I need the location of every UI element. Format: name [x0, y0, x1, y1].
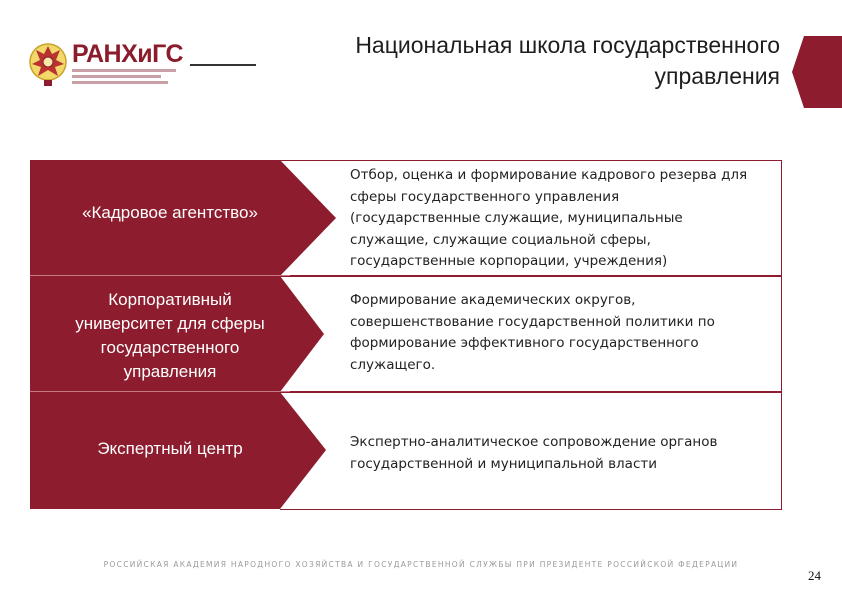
logo-subtitle-lines [72, 69, 176, 87]
row-label-2-line: Корпоративный [108, 290, 232, 309]
row-label-3: Экспертный центр [97, 439, 243, 458]
footer-text: РОССИЙСКАЯ АКАДЕМИЯ НАРОДНОГО ХОЗЯЙСТВА И ГОСУДАРСТВЕННОЙ СЛУЖБЫ ПРИ ПРЕЗИДЕНТЕ РОССИЙСКОЙ ФЕДЕРАЦИИ [103, 560, 739, 569]
description-line: служащего. [350, 356, 436, 373]
description-line: (государственные служащие, муниципальные [350, 210, 683, 226]
row-description-1 [350, 165, 747, 273]
description-line: совершенствование государственной политики по [350, 313, 715, 330]
logo-name: РАНХиГС [72, 40, 184, 68]
row-label-1: «Кадровое агентство» [82, 203, 258, 222]
description-line: Формирование академических округов, [350, 292, 636, 308]
page-number: 24 [808, 568, 821, 583]
panel-separator [30, 275, 290, 276]
row-label-2 [30, 288, 310, 384]
corner-tab-decoration [792, 36, 842, 108]
row-label-2-line: университет для сферы [75, 314, 265, 333]
page-title-line1: Национальная школа государственного [355, 32, 780, 58]
row-description-2 [350, 290, 715, 376]
description-line: формирование эффективного государственного [350, 335, 699, 351]
row-label-2-line: государственного [100, 338, 240, 357]
description-line: государственные корпорации, учреждения) [350, 253, 668, 269]
row-description-3 [350, 432, 717, 475]
description-line: сферы государственного управления [350, 188, 620, 205]
description-line: служащие, служащие социальной сферы, [350, 231, 651, 248]
page-title-line2: управления [654, 63, 780, 89]
description-line: Экспертно-аналитическое сопровождение органов [350, 434, 718, 450]
page-title [240, 30, 780, 92]
panel-separator [30, 391, 290, 392]
eagle-emblem-icon [28, 38, 68, 88]
description-line: Отбор, оценка и формирование кадрового резерва для [350, 167, 748, 183]
description-line: государственной и муниципальной власти [350, 455, 658, 472]
row-label-2-line: управления [123, 362, 217, 381]
ranepa-logo [28, 38, 184, 90]
